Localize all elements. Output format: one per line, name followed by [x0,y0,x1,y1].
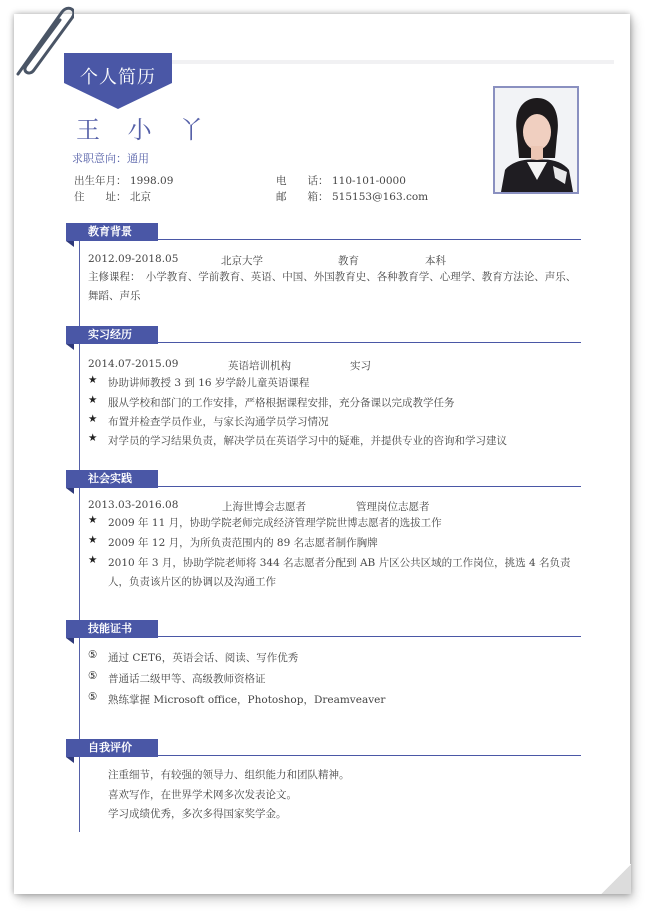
self-line: 学习成绩优秀，多次多得国家奖学金。 [108,808,287,820]
section-internship-title: 实习经历 [66,326,158,344]
star-icon: ★ [88,554,98,566]
education-major: 教育 [338,255,359,267]
phone-value: 110-101-0000 [332,175,406,187]
self-line: 喜欢写作，在世界学术网多次发表论文。 [108,789,297,801]
page-curl [601,864,631,894]
circled-number-icon: ⑤ [88,649,98,661]
email-value: 515153@163.com [332,191,429,203]
job-intent-value: 通用 [127,152,149,165]
star-icon: ★ [88,413,98,425]
education-period: 2012.09-2018.05 [88,253,179,265]
section-education-title: 教育背景 [66,223,158,241]
social-role: 管理岗位志愿者 [356,501,430,513]
internship-org: 英语培训机构 [228,360,291,372]
candidate-name: 王 小 丫 [76,116,214,144]
internship-role: 实习 [350,360,371,372]
email-row [276,189,428,204]
section-self-title: 自我评价 [66,739,158,757]
star-icon: ★ [88,432,98,444]
profile-photo [493,86,579,194]
internship-period: 2014.07-2015.09 [88,358,179,370]
social-org: 上海世博会志愿者 [222,501,306,513]
address-value: 北京 [130,191,151,203]
section-education [66,223,581,241]
birth-row [74,173,173,188]
phone-row [276,173,406,188]
star-icon: ★ [88,514,98,526]
circled-number-icon: ⑤ [88,670,98,682]
section-self [66,739,581,757]
education-courses: 主修课程： 小学教育、学前教育、英语、中国、外国教育史、各种教育学、心理学、教育方法论、声乐、舞蹈、声乐 [88,271,577,302]
job-intent-label: 求职意向： [72,152,127,165]
social-period: 2013.03-2016.08 [88,499,179,511]
section-social [66,470,581,488]
title-banner [64,53,172,109]
job-intent [72,150,149,166]
phone-label: 电 话： [276,175,329,187]
education-degree: 本科 [425,255,446,267]
email-label: 邮 箱： [276,191,329,203]
education-school: 北京大学 [221,255,263,267]
star-icon: ★ [88,534,98,546]
section-social-title: 社会实践 [66,470,158,488]
address-label: 住 址： [74,191,127,203]
self-line: 注重细节，有较强的领导力、组织能力和团队精神。 [108,769,350,781]
address-row [74,189,151,204]
birth-label: 出生年月： [74,175,127,187]
resume-title: 个人简历 [80,67,156,88]
section-skills [66,620,581,638]
circled-number-icon: ⑤ [88,691,98,703]
section-skills-title: 技能证书 [66,620,158,638]
star-icon: ★ [88,394,98,406]
star-icon: ★ [88,374,98,386]
birth-value: 1998.09 [130,175,174,187]
section-internship [66,326,581,344]
